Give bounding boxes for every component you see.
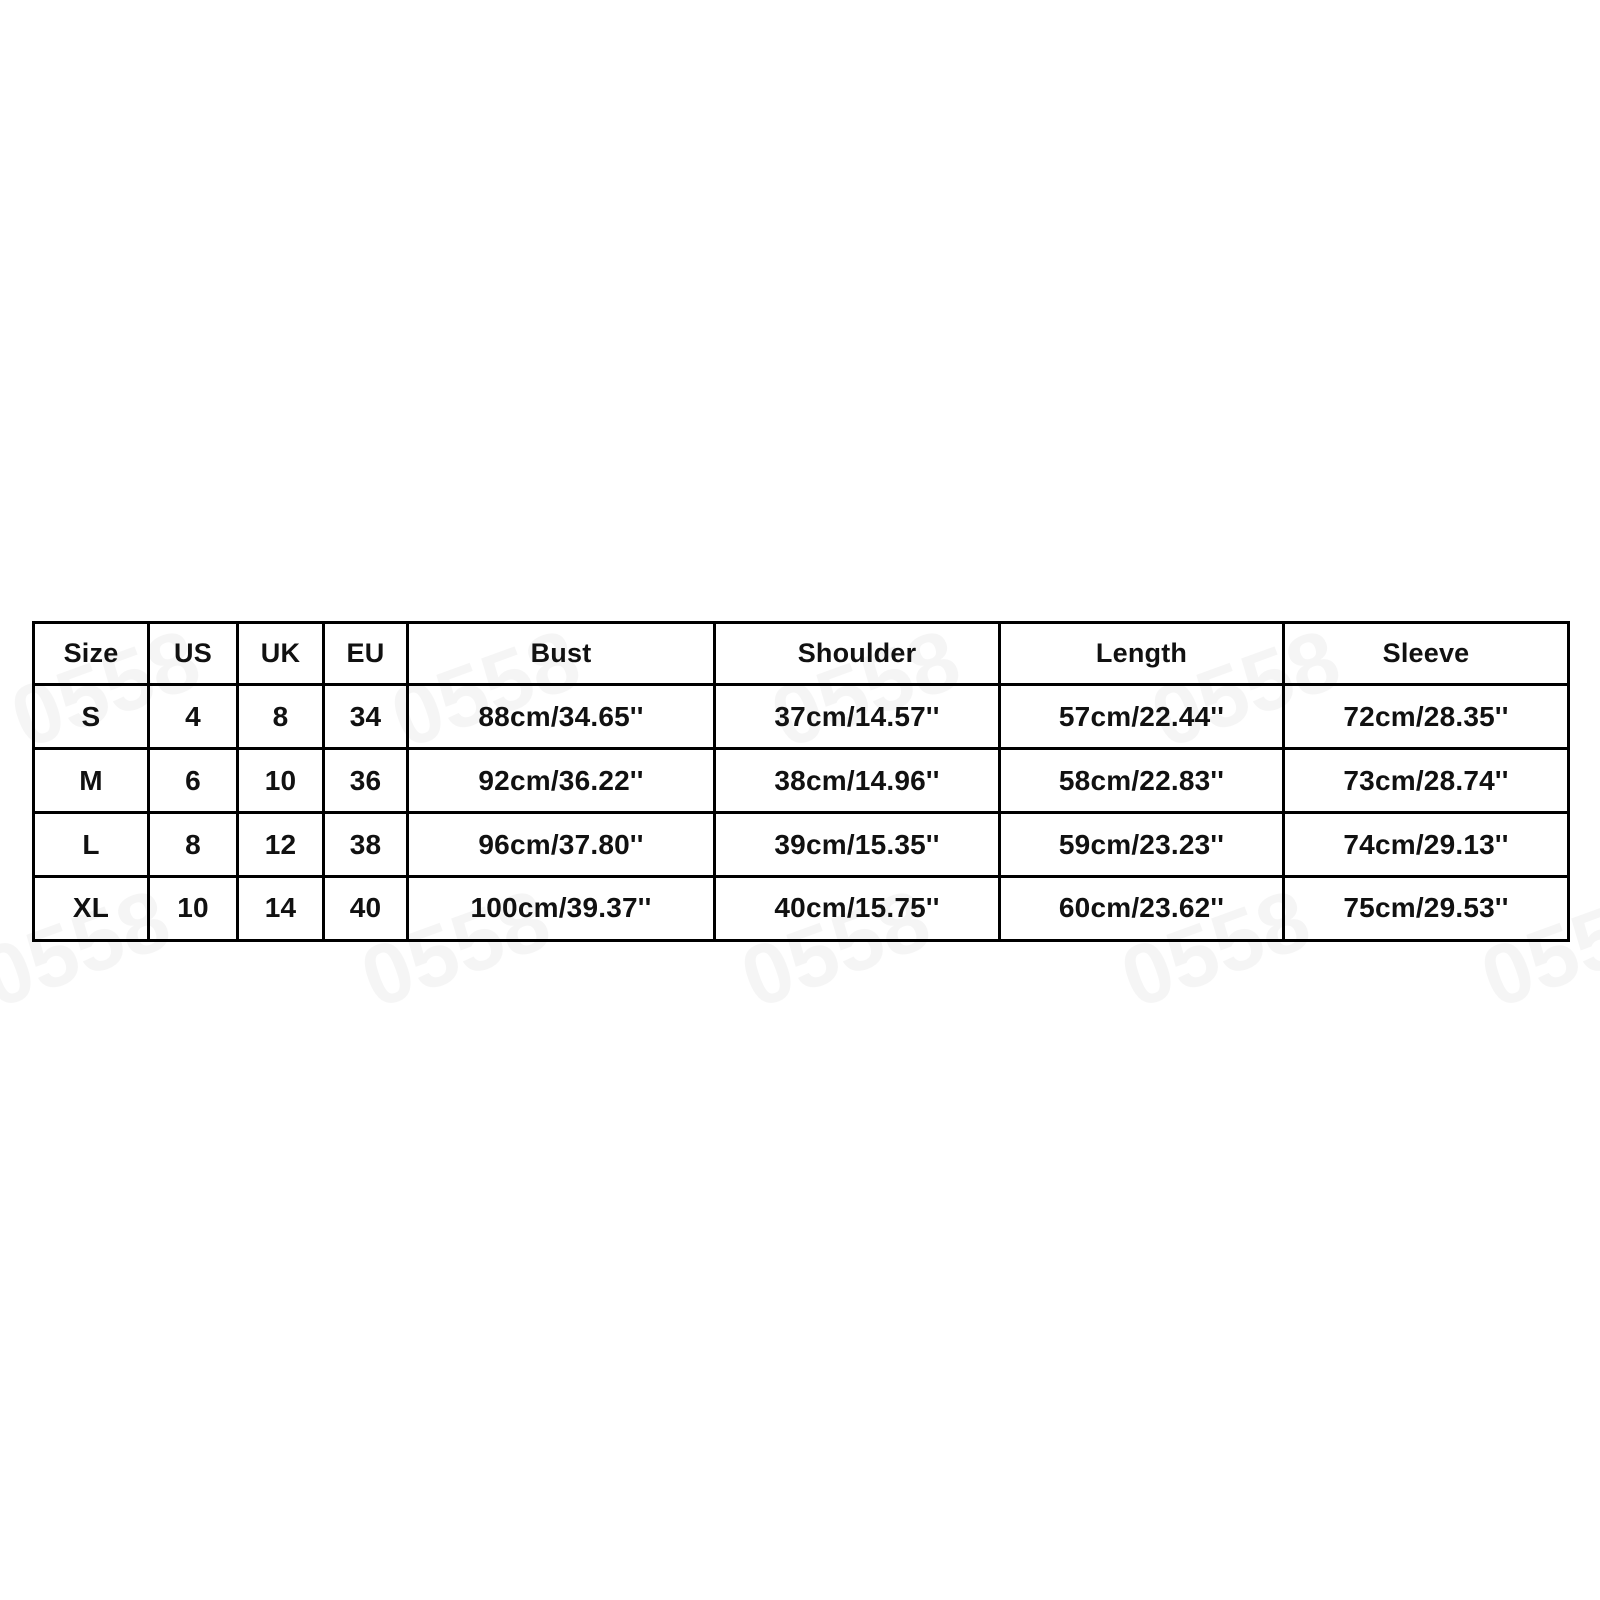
header-eu: EU [324,623,408,685]
cell-size: M [34,749,149,813]
header-length: Length [1000,623,1284,685]
cell-size: L [34,813,149,877]
cell-bust: 100cm/39.37'' [408,876,715,940]
cell-uk: 14 [238,876,324,940]
table-row [34,685,1569,749]
header-bust: Bust [408,623,715,685]
cell-us: 10 [149,876,238,940]
cell-eu: 40 [324,876,408,940]
cell-size: XL [34,876,149,940]
cell-length: 60cm/23.62'' [1000,876,1284,940]
cell-shoulder: 38cm/14.96'' [715,749,1000,813]
header-sleeve: Sleeve [1284,623,1569,685]
header-uk: UK [238,623,324,685]
header-size: Size [34,623,149,685]
header-us: US [149,623,238,685]
cell-shoulder: 37cm/14.57'' [715,685,1000,749]
cell-eu: 36 [324,749,408,813]
cell-us: 6 [149,749,238,813]
table-row [34,749,1569,813]
cell-uk: 8 [238,685,324,749]
cell-sleeve: 73cm/28.74'' [1284,749,1569,813]
cell-us: 8 [149,813,238,877]
header-row [34,623,1569,685]
cell-length: 58cm/22.83'' [1000,749,1284,813]
cell-sleeve: 72cm/28.35'' [1284,685,1569,749]
cell-uk: 12 [238,813,324,877]
cell-shoulder: 39cm/15.35'' [715,813,1000,877]
cell-uk: 10 [238,749,324,813]
cell-us: 4 [149,685,238,749]
cell-shoulder: 40cm/15.75'' [715,876,1000,940]
cell-length: 57cm/22.44'' [1000,685,1284,749]
table-row [34,876,1569,940]
cell-length: 59cm/23.23'' [1000,813,1284,877]
cell-size: S [34,685,149,749]
header-shoulder: Shoulder [715,623,1000,685]
cell-bust: 96cm/37.80'' [408,813,715,877]
cell-bust: 88cm/34.65'' [408,685,715,749]
cell-sleeve: 75cm/29.53'' [1284,876,1569,940]
cell-eu: 34 [324,685,408,749]
cell-sleeve: 74cm/29.13'' [1284,813,1569,877]
cell-bust: 92cm/36.22'' [408,749,715,813]
table-row [34,813,1569,877]
size-chart-table [32,621,1570,942]
cell-eu: 38 [324,813,408,877]
